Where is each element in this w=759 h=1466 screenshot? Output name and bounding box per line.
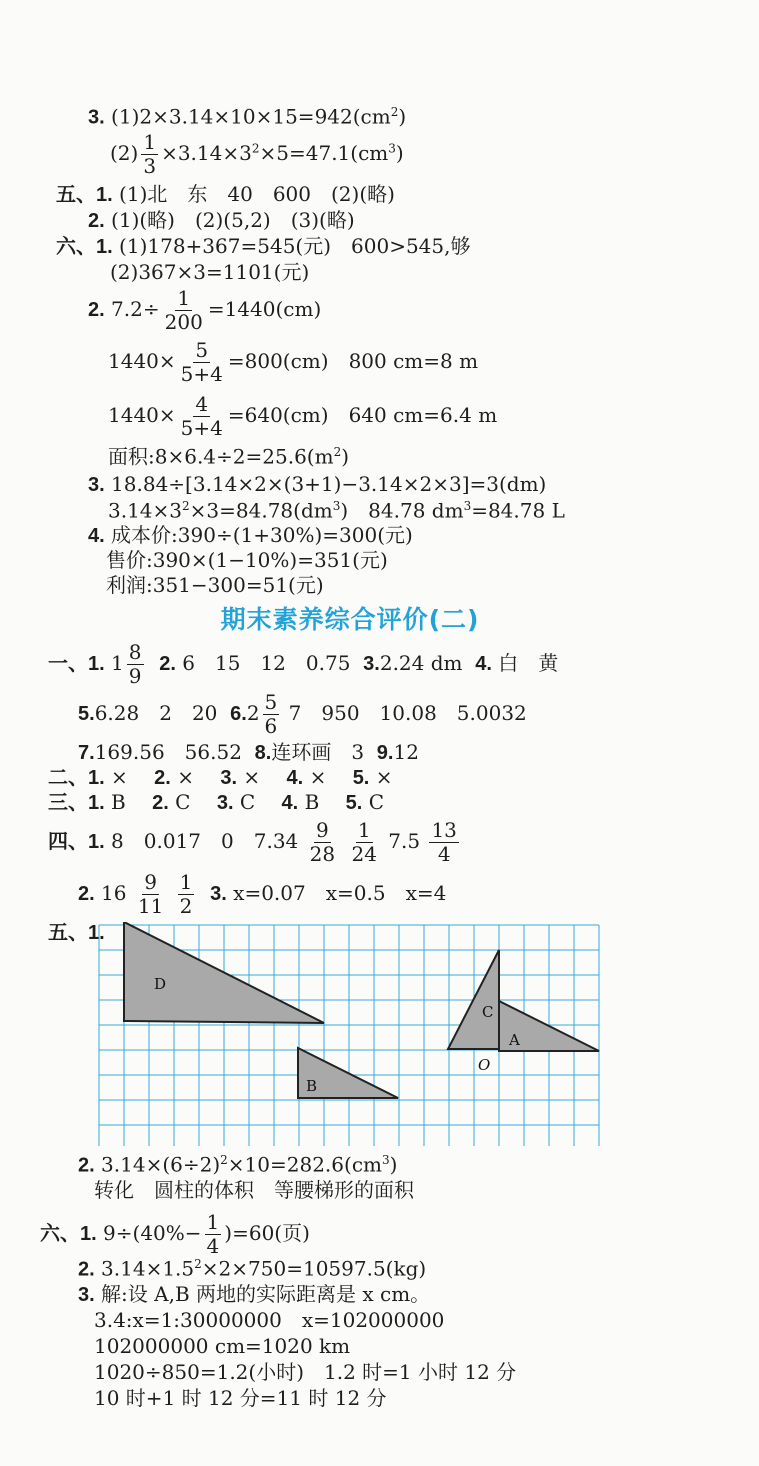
answer-line: [108, 394, 497, 439]
answer-text: 3.4:x=1:30000000 x=102000000: [94, 1308, 445, 1332]
answer-line: [56, 236, 470, 257]
answer-text: 7.2÷: [111, 297, 160, 321]
denominator: 6: [264, 714, 278, 738]
answer-text: 8 0.017 0 7.34: [111, 829, 299, 853]
item-number: 4.: [88, 525, 105, 547]
fraction: [429, 820, 458, 865]
answer-text: (1)2×3.14×10×15=942(cm: [111, 104, 391, 129]
label-o: O: [478, 1056, 491, 1074]
answer-line: [94, 1310, 444, 1330]
answer-text: =800(cm) 800 cm=8 m: [227, 349, 479, 373]
answer-text: =84.78 L: [471, 498, 565, 523]
answer-text: ): [395, 141, 404, 165]
label-a: A: [509, 1031, 520, 1049]
answer-line: [88, 525, 413, 546]
denominator: 5+4: [180, 416, 223, 440]
item-number: 2.: [78, 1154, 95, 1177]
answer-text: 1440×: [108, 403, 176, 427]
item-number: 2.: [78, 883, 95, 905]
answer-text: 利润:351−300=51(元): [106, 573, 324, 597]
item-number: 五、1.: [48, 922, 105, 944]
answer-line: [88, 288, 321, 333]
numerator: 4: [195, 392, 209, 416]
answer-text: 3.14×(6÷2): [101, 1152, 221, 1177]
answer-text: ×3.14×3: [161, 141, 252, 165]
answer-line: [108, 500, 565, 521]
answer-text: 白 黄: [498, 651, 559, 675]
answer-line: [48, 642, 558, 687]
fraction: [178, 872, 195, 917]
denominator: 4: [437, 842, 451, 866]
item-number: 3.: [363, 653, 380, 675]
item-number: 一、1.: [48, 653, 105, 675]
item-number: 3.: [88, 474, 105, 496]
numerator: 1: [179, 870, 193, 894]
answer-text: 12: [393, 740, 419, 764]
answer-text: 102000000 cm=1020 km: [94, 1334, 351, 1358]
answer-text: 3.14×1.5: [101, 1256, 195, 1281]
answer-text: (1)178+367=545(元) 600>545,够: [119, 234, 471, 258]
superscript: 2: [220, 1153, 228, 1167]
denominator: 200: [164, 310, 203, 334]
answer-text: (1)(略) (2)(5,2) (3)(略): [111, 208, 355, 232]
grid-figure: [96, 922, 603, 1148]
answer-text: =640(cm) 640 cm=6.4 m: [227, 403, 498, 427]
answer-text: C: [239, 790, 276, 814]
fraction: [308, 820, 337, 865]
answer-text: 7.5: [388, 829, 421, 853]
fraction: [349, 820, 378, 865]
answer-text: B: [304, 790, 340, 814]
superscript: 3: [463, 499, 472, 513]
denominator: 3: [143, 154, 157, 178]
label-c: C: [482, 1003, 494, 1021]
answer-text: 2: [246, 701, 260, 725]
answer-text: 18.84÷[3.14×2×(3+1)−3.14×2×3]=3(dm): [111, 472, 547, 496]
answer-text: 6 15 12 0.75: [182, 651, 351, 675]
item-number: 六、1.: [56, 236, 113, 258]
denominator: 2: [179, 894, 193, 918]
item-number: 二、1.: [48, 767, 105, 789]
numerator: 9: [316, 818, 329, 842]
item-number: 三、1.: [48, 792, 105, 814]
item-number: 2.: [154, 767, 171, 789]
answer-line: [88, 474, 546, 495]
answer-text: 售价:390×(1−10%)=351(元): [106, 548, 388, 572]
item-number: 3.: [78, 1284, 95, 1306]
answer-text: 1020÷850=1.2(小时) 1.2 时=1 小时 12 分: [94, 1360, 517, 1384]
answer-line: [110, 132, 404, 177]
answer-text: 1440×: [108, 349, 176, 373]
superscript: 2: [251, 141, 260, 156]
fraction: [127, 642, 144, 687]
fraction: [141, 132, 158, 177]
item-number: 3.: [220, 767, 238, 789]
answer-text: )=60(页): [224, 1221, 310, 1245]
answer-text: 1: [111, 651, 124, 675]
item-number: 4.: [281, 792, 299, 814]
fraction: [163, 288, 205, 333]
answer-text: 10 时+1 时 12 分=11 时 12 分: [94, 1386, 387, 1410]
answer-text: 169.56 56.52: [94, 740, 242, 764]
answer-line: [88, 210, 355, 231]
answer-line: [106, 575, 324, 595]
superscript: 3: [388, 141, 396, 156]
answer-line: [78, 1258, 426, 1280]
answer-line: [106, 550, 388, 570]
answer-text: 3.14×3: [108, 498, 183, 523]
numerator: 1: [357, 818, 371, 842]
fraction: [263, 692, 280, 737]
item-number: 四、1.: [48, 831, 105, 853]
answer-text: (2): [110, 141, 139, 165]
numerator: 8: [128, 640, 142, 664]
answer-line: [48, 820, 462, 865]
item-number: 6.: [230, 703, 247, 725]
superscript: 3: [332, 499, 341, 513]
denominator: 5+4: [180, 362, 223, 386]
item-number: 2.: [78, 1258, 95, 1281]
superscript: 3: [382, 1153, 390, 1167]
numerator: 1: [177, 286, 191, 310]
answer-line: [108, 446, 349, 467]
label-d: D: [154, 975, 167, 993]
item-number: 8.: [254, 742, 272, 764]
answer-line: [94, 1362, 516, 1382]
item-number: 2.: [152, 792, 169, 814]
numerator: 13: [431, 818, 457, 842]
numerator: 9: [144, 870, 157, 894]
answer-line: [94, 1336, 350, 1356]
item-number: 3.: [216, 792, 234, 814]
denominator: 4: [206, 1234, 220, 1258]
item-number: 9.: [376, 742, 394, 764]
answer-text: 转化 圆柱的体积 等腰梯形的面积: [94, 1178, 414, 1202]
item-number: 7.: [78, 742, 95, 764]
numerator: 5: [195, 338, 209, 362]
answer-line: [94, 1388, 387, 1408]
answer-line: [88, 106, 406, 128]
denominator: 9: [128, 664, 142, 688]
answer-line: [48, 792, 384, 813]
fraction: [136, 872, 165, 917]
fraction: [179, 340, 225, 385]
answer-text: 连环画 3: [271, 740, 365, 764]
superscript: 2: [333, 445, 342, 459]
item-number: 5.: [345, 792, 363, 814]
superscript: 2: [390, 105, 399, 119]
answer-text: ×3=84.78(dm: [189, 498, 333, 523]
item-number: 5.: [352, 767, 370, 789]
answer-line: [78, 1154, 397, 1176]
numerator: 5: [264, 690, 278, 714]
numerator: 1: [143, 130, 157, 154]
answer-line: [108, 340, 478, 385]
answer-text: 16: [101, 881, 127, 905]
denominator: 11: [137, 894, 164, 918]
answer-text: (1)北 东 40 600 (2)(略): [119, 182, 395, 206]
answer-text: 2.24 dm: [379, 651, 463, 675]
answer-text: ×: [111, 765, 148, 789]
answer-text: 面积:8×6.4÷2=25.6(m: [108, 444, 334, 469]
answer-text: ): [341, 444, 350, 469]
answer-text: ×: [309, 765, 347, 789]
item-number: 2.: [88, 210, 105, 232]
answer-line: [40, 1212, 310, 1257]
item-number: 4.: [475, 653, 492, 675]
answer-text: ×5=47.1(cm: [259, 141, 389, 165]
answer-text: 6.28 2 20: [94, 701, 218, 725]
answer-text: 9÷(40%−: [103, 1221, 202, 1245]
answer-text: ×: [243, 765, 281, 789]
item-number: 2.: [159, 653, 176, 675]
superscript: 2: [182, 499, 190, 513]
fraction: [179, 394, 225, 439]
answer-line: [78, 692, 527, 737]
item-number: 4.: [286, 767, 304, 789]
answer-text: ): [398, 104, 407, 129]
section-title: 期末素养综合评价(二): [220, 605, 480, 634]
item-number: 2.: [88, 299, 105, 321]
item-number: 六、1.: [40, 1223, 97, 1245]
label-b: B: [306, 1077, 318, 1095]
denominator: 24: [351, 842, 377, 866]
answer-text: B: [111, 790, 146, 814]
answer-text: =1440(cm): [207, 297, 322, 321]
answer-line: [94, 1180, 414, 1200]
answer-text: 成本价:390÷(1+30%)=300(元): [111, 523, 413, 547]
answer-text: ×2×750=10597.5(kg): [201, 1256, 427, 1281]
answer-line: [78, 742, 419, 763]
answer-text: ×10=282.6(cm: [227, 1152, 382, 1177]
answer-line: [56, 184, 395, 205]
answer-line: [110, 262, 309, 282]
answer-text: ×: [375, 765, 393, 789]
item-number: 3.: [210, 883, 227, 905]
answer-line: [78, 1284, 430, 1305]
answer-line: [78, 872, 446, 917]
answer-text: x=0.07 x=0.5 x=4: [233, 881, 447, 905]
answer-text: 7 950 10.08 5.0032: [288, 701, 527, 725]
item-number: 五、1.: [56, 184, 113, 206]
denominator: 28: [309, 842, 336, 866]
answer-text: C: [368, 790, 385, 814]
answer-text: C: [175, 790, 211, 814]
item-number: 5.: [78, 703, 95, 725]
answer-text: (2)367×3=1101(元): [110, 260, 310, 284]
superscript: 2: [194, 1257, 202, 1271]
answer-line: [48, 767, 393, 788]
numerator: 1: [206, 1210, 220, 1234]
answer-text: ×: [177, 765, 214, 789]
item-number: 3.: [88, 106, 105, 129]
answer-text: ) 84.78 dm: [340, 498, 464, 523]
grid-svg: [96, 922, 603, 1148]
answer-text: 解:设 A,B 两地的实际距离是 x cm。: [101, 1282, 431, 1306]
fraction: [205, 1212, 222, 1257]
answer-text: ): [389, 1152, 398, 1177]
